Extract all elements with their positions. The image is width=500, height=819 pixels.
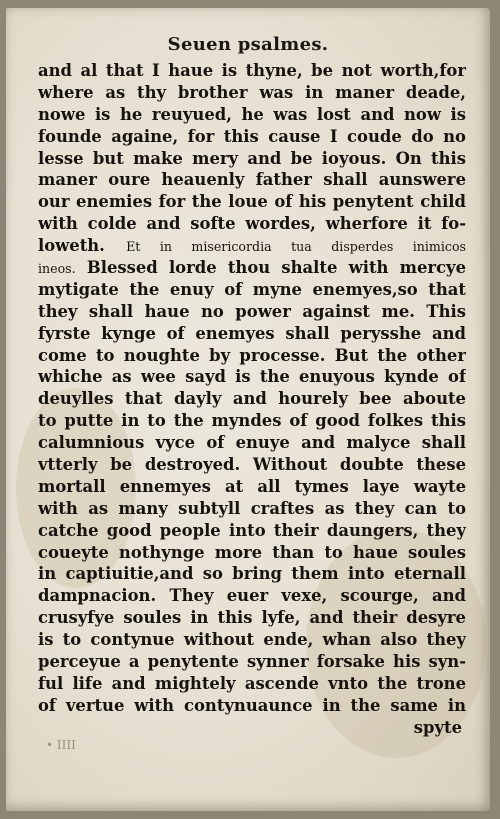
text-line: where as thy brother was in maner deade, — [38, 82, 466, 102]
running-title: Seuen psalmes. — [167, 34, 329, 55]
text-fragment: loweth. — [38, 236, 105, 256]
text-line: deuylles that dayly and hourely bee aboute — [38, 389, 466, 409]
latin-quote: Et in misericordia tua disperdes inimicos — [126, 239, 466, 255]
text-line: founde againe, for this cause I coude do no — [38, 126, 466, 146]
latin-quote-end: ineos. — [38, 261, 76, 277]
signature-marks: • IIII — [46, 738, 76, 752]
text-line: with colde and softe wordes, wherfore it fo- — [38, 214, 466, 234]
text-line: with as many subtyll craftes as they can to — [38, 498, 466, 518]
text-line: is to contynue without ende, whan also they — [38, 630, 466, 650]
text-line-with-latin-end — [38, 257, 466, 279]
text-line: of vertue with contynuaunce in the same in — [38, 695, 466, 715]
text-line: our enemies for the loue of his penytent child — [38, 192, 466, 212]
text-line: calumnious vyce of enuye and malyce shall — [38, 433, 466, 453]
text-line: to putte in to the myndes of good folkes this — [38, 411, 466, 431]
text-line: in captiuitie,and so bring them into eternall — [38, 564, 466, 584]
text-line: coueyte nothynge more than to haue soules — [38, 542, 466, 562]
text-line: mytigate the enuy of myne enemyes,so that — [38, 279, 466, 299]
text-line-with-latin — [38, 235, 466, 257]
text-line: nowe is he reuyued, he was lost and now is — [38, 104, 466, 124]
text-fragment: Blessed lorde thou shalte with mercye — [86, 258, 466, 278]
text-line: ful life and mightely ascende vnto the trone — [38, 673, 466, 693]
text-line: come to noughte by processe. But the other — [38, 345, 466, 365]
body-text — [38, 60, 466, 739]
text-line: vtterly be destroyed. Without doubte these — [38, 455, 466, 475]
text-line: dampnacion. They euer vexe, scourge, and — [38, 586, 466, 606]
text-line: lesse but make mery and be ioyous. On this — [38, 148, 466, 168]
text-line: they shall haue no power against me. This — [38, 301, 466, 321]
text-line: crusyfye soules in this lyfe, and their desyre — [38, 608, 466, 628]
text-line: fyrste kynge of enemyes shall perysshe and — [38, 323, 466, 343]
text-line: and al that I haue is thyne, be not worth,for — [38, 61, 466, 80]
text-line: catche good people into their daungers, they — [38, 520, 466, 540]
text-line: perceyue a penytente synner forsake his syn- — [38, 652, 466, 672]
text-line: mortall ennemyes at all tymes laye wayte — [38, 476, 466, 496]
book-page — [6, 8, 490, 811]
text-line: whiche as wee sayd is the enuyous kynde of — [38, 367, 466, 387]
catchword: spyte — [413, 717, 462, 737]
text-line: maner oure heauenly father shall aunswere — [38, 170, 466, 190]
